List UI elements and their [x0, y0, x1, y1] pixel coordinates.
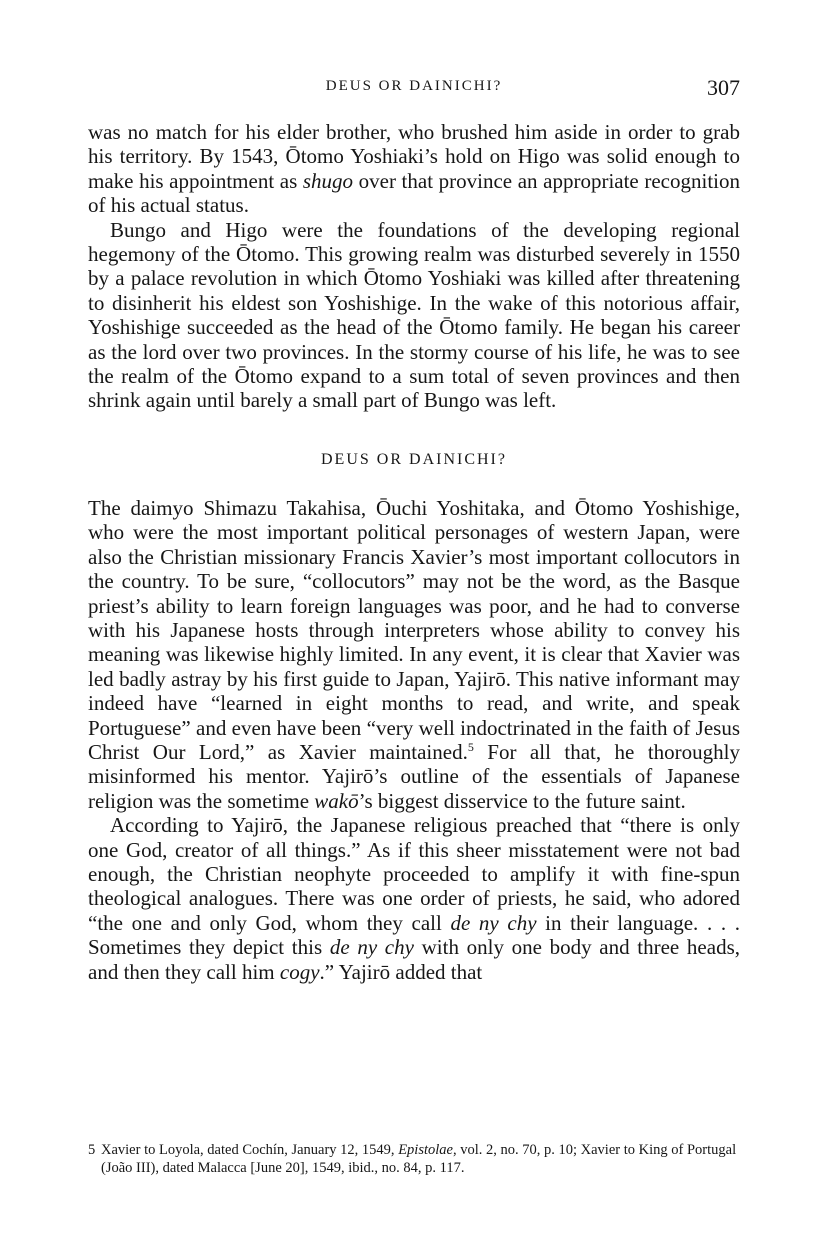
italic-term: de ny chy: [329, 935, 414, 960]
footnote-number: 5: [88, 1142, 96, 1158]
footnote-italic: Epistolae: [398, 1142, 453, 1158]
footnote-text: Xavier to Loyola, dated Cochín, January 12, 1549,: [101, 1142, 399, 1158]
footnotes: [88, 1141, 740, 1177]
paragraph-text: was no match for his elder brother, who brushed him aside in order to grab his territory. By 1543, Ōtomo Yoshiaki’s hold on Higo was solid enough to make his appointment as: [88, 120, 740, 193]
body-text: [88, 120, 740, 984]
paragraph-text: According to Yajirō, the Japanese religious preached that “there is only one God, creator of all things.” As if this sheer misstatement were not bad enough, the Christian neophyte proceeded to amplify it with fine-spun theological analogues. There was one order of priests, he said, who adored “the one and only God, whom they call: [88, 813, 740, 935]
page-number: 307: [707, 75, 740, 100]
footnote-text: , vol. 2, no. 70, p. 10; Xavier to King of Portugal (João III), dated Malacca [June 20], 1549, ibid., no. 84, p. 117.: [101, 1142, 737, 1176]
paragraph-text: with only one body and three heads, and then they call him: [88, 935, 740, 984]
running-head: [88, 72, 740, 100]
italic-term: shugo: [302, 168, 354, 193]
paragraph-text: in their language. . . . Sometimes they depict this: [88, 910, 740, 960]
paragraph-text: .” Yajirō added that: [319, 959, 483, 984]
footnote: [88, 1141, 740, 1177]
paragraph-text: The daimyo Shimazu Takahisa, Ōuchi Yoshitaka, and Ōtomo Yoshishige, who were the most important political personages of western Japan, were also the Christian missionary Francis Xavier’s most important collocutors in the country. To be sure, “collocutors” may not be the word, as the Basque priest’s ability to learn foreign languages was poor, and he had to converse with his Japanese hosts through interpreters whose ability to convey his meaning was likewise highly limited. In any event, it is clear that Xavier was led badly astray by his first guide to Japan, Yajirō. This native informant may indeed have “learned in eight months to read, and write, and speak Portuguese” and even have been “very well indoctrinated in the faith of Jesus Christ Our Lord,” as Xavier maintained.: [88, 495, 740, 764]
paragraph-text: over that province an appropriate recognition of his actual status.: [88, 168, 740, 218]
paragraph: Bungo and Higo were the foundations of the developing regional hegemony of the Ōtomo. This growing realm was disturbed severely in 1550 by a palace revolution in which Ōtomo Yoshiaki was killed after threatening to disinherit his eldest son Yoshishige. In the wake of this notorious affair, Yoshishige succeeded as the head of the Ōtomo family. He began his career as the lord over two provinces. In the stormy course of his life, he was to see the realm of the Ōtomo expand to a sum total of seven provinces and then shrink again until barely a small part of Bungo was left.: [88, 217, 740, 413]
section-heading: DEUS OR DAINICHI?: [321, 450, 507, 468]
italic-term: cogy: [279, 959, 320, 984]
paragraph: [88, 120, 740, 218]
italic-term: wakō: [314, 788, 359, 813]
paragraph: [88, 813, 740, 984]
italic-term: de ny chy: [450, 910, 537, 935]
running-title: DEUS OR DAINICHI?: [325, 78, 503, 94]
paragraph: [88, 496, 740, 813]
paragraph-text: For all that, he thoroughly misinformed his mentor. Yajirō’s outline of the essentials of Japanese religion was the sometime: [88, 739, 740, 813]
paragraph-text: ’s biggest disservice to the future saint.: [358, 788, 686, 813]
footnote-reference: 5: [467, 739, 474, 754]
